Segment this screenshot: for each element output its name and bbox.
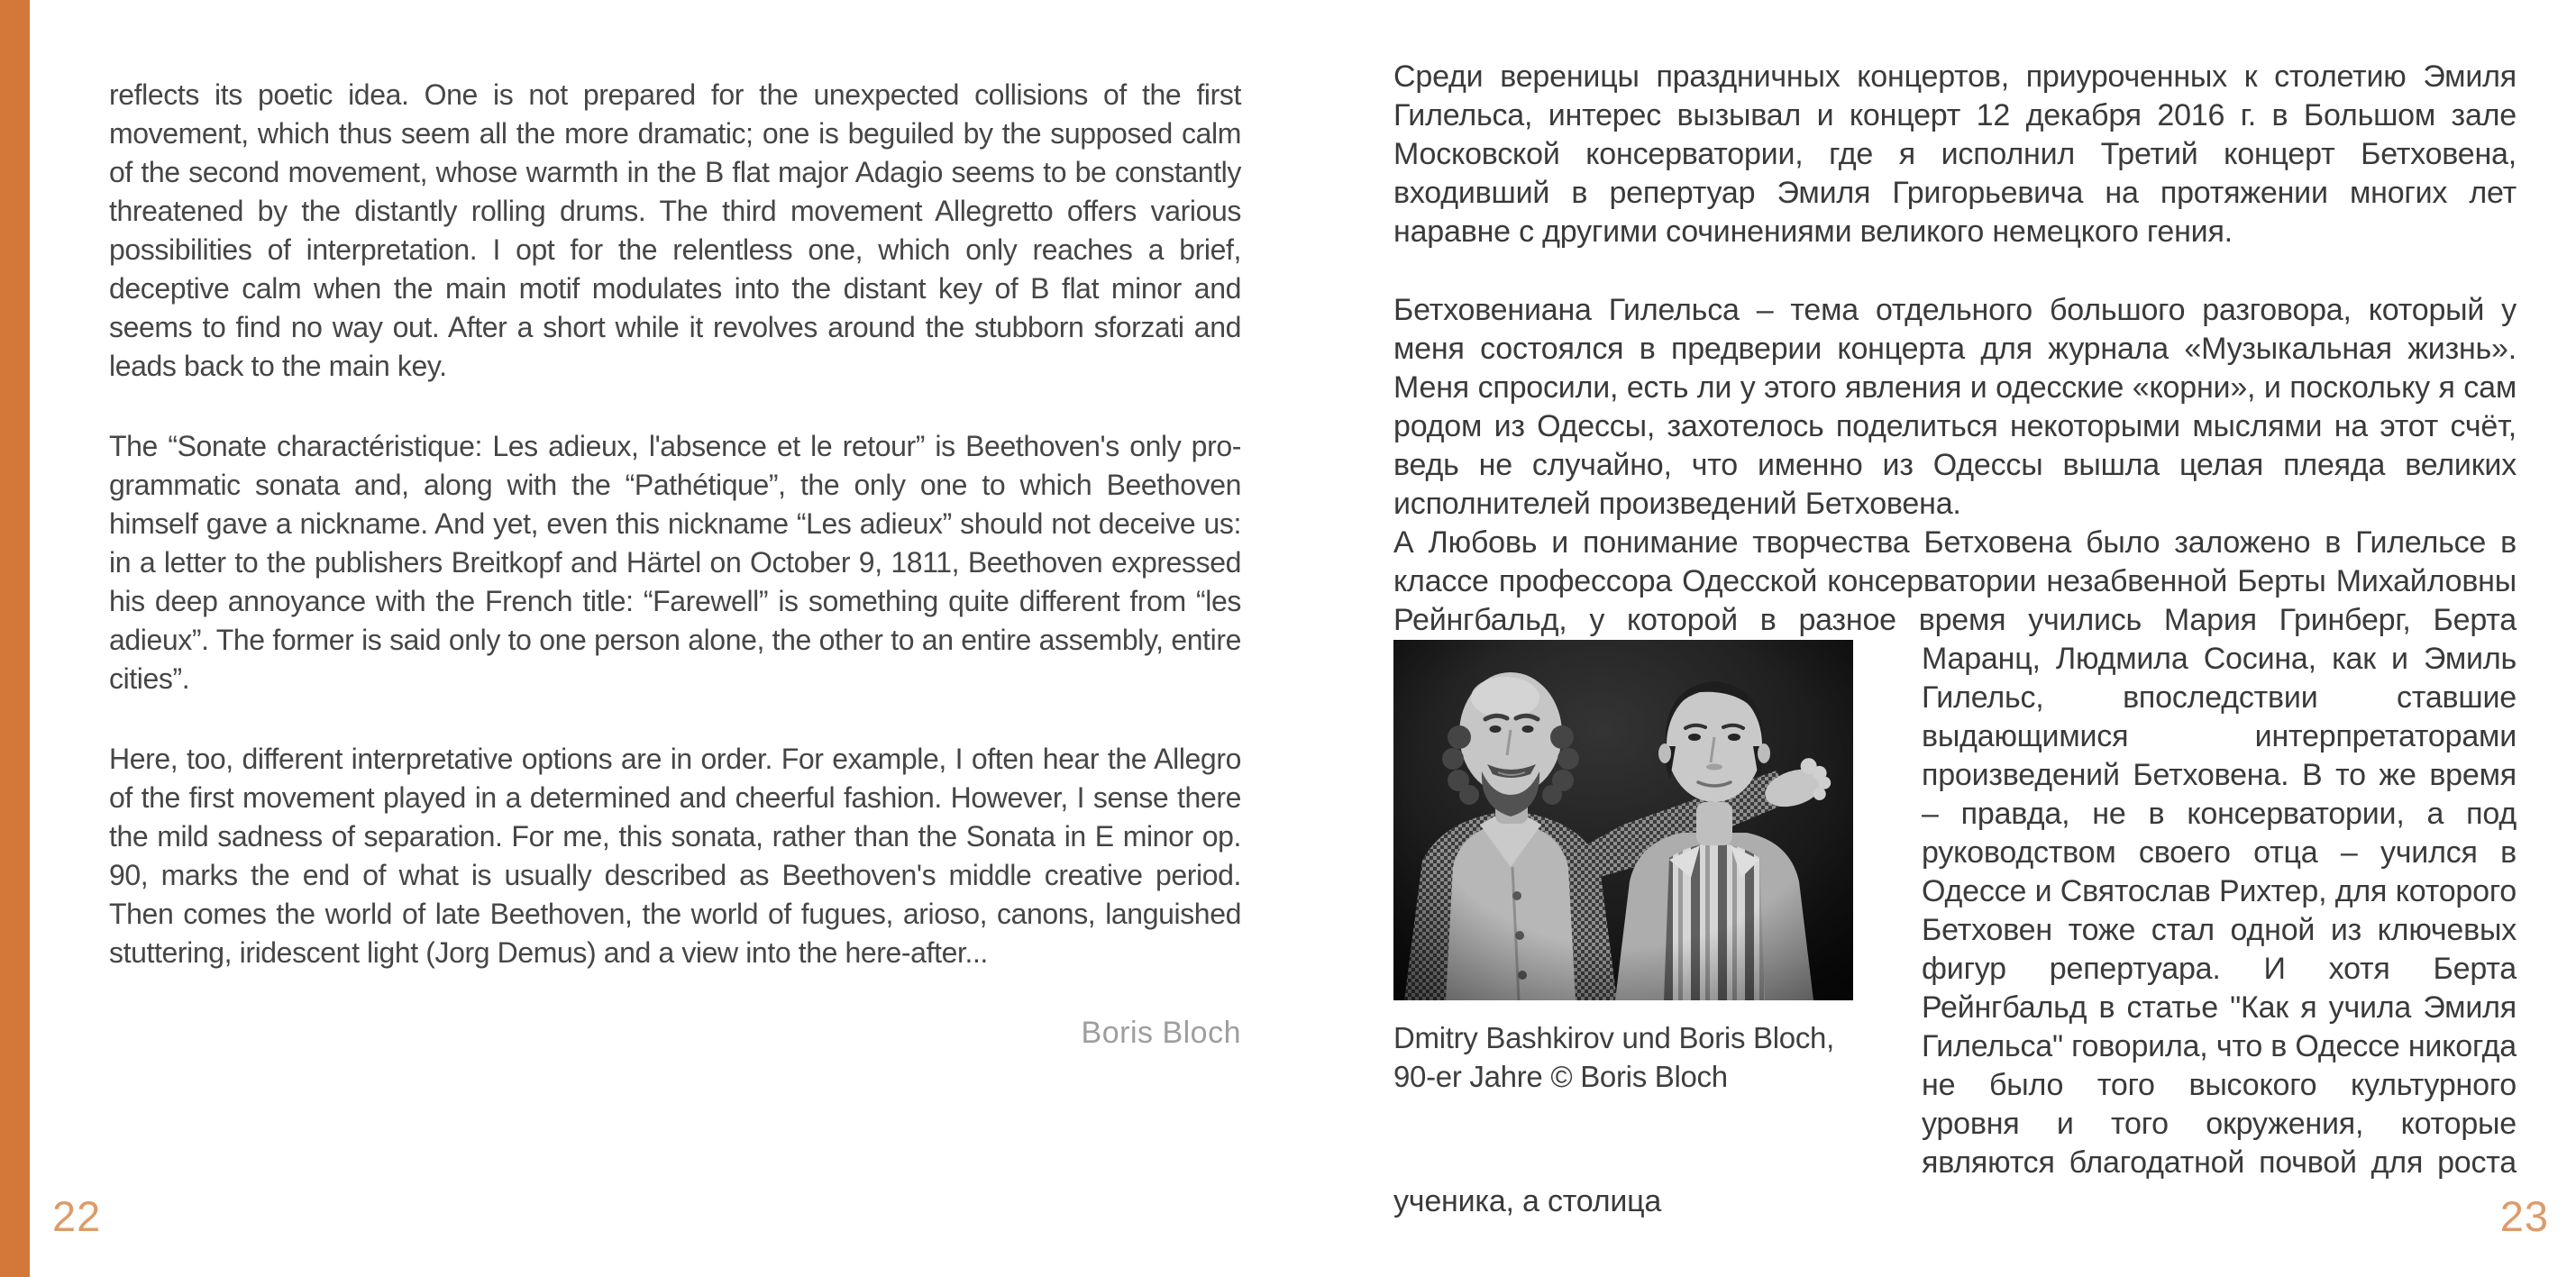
left-page (109, 76, 1241, 1094)
bashkirov-bloch-photo (1393, 640, 1853, 1000)
paragraph: Here, too, different interpretative options are in order. For example, I often hear the Allegro of the first movement played in a determined and cheerful fashion. However, I sense there the mild sadness of separation. For me, this sonata, rather than the Sonata in E minor op. 90, marks the end of what is usually described as Beethoven's middle creative period. Then comes the world of late Beethoven, the world of fugues, arioso, canons, languished stuttering, iridescent light (Jorg Demus) and a view into the here-after... (109, 743, 1241, 969)
photo-wrap-paragraph (1393, 524, 2517, 1221)
caption-line: 90-er Jahre © Boris Bloch (1393, 1060, 1728, 1093)
author-signature: Boris Bloch (1081, 1016, 1241, 1050)
right-page-text-intro (1393, 58, 2517, 524)
paragraph: The “Sonate charactéristique: Les adieux, l'absence et le retour” is Beethoven's only pro-grammatic sonata and, along with the “Pathétique”, the only one to which Beethoven himself gave a nickname. And yet, even this nickname “Les adieux” should not deceive us: in a letter to the publishers Breitkopf and Härtel on October 9, 1811, Beethoven expressed his deep annoyance with the French title: “Farewell” is something quite different from “les adieux”. The former is said only to one person alone, the other to an entire assembly, entire cities”. (109, 430, 1241, 695)
left-page-text (109, 76, 1241, 972)
photo-block (1393, 640, 1922, 1146)
photo-wrap-text: А Любовь и понимание творчества Бетховена было заложено в Гилельсе в классе профессора Одесской консерватории незабвенной Берты Михайловны Рейнгбальд, у которой в разное время учились Мария Гринберг, Берта Маранц, Людмила Сосина, как и Эмиль Гилельс, впоследствии ставшие выдающимися интерпретаторами произведений Бетховена. В то же время – правда, не в консерватории, а под руководством своего отца – учился в Одессе и Святослав Рихтер, для которого Бетховен тоже стал одной из ключевых фигур репертуара. И хотя Берта Рейнгбальд в статье "Как я учила Эмиля Гилельса" говорила, что в Одессе никогда не было того высокого культурного уровня и того окружения, которые являются благодатной почвой для роста ученика, а столица (1393, 525, 2517, 1218)
right-page (1393, 58, 2517, 1221)
paragraph: Среди вереницы праздничных концертов, приуроченных к столетию Эмиля Гилельса, интерес вызывал и концерт 12 декабря 2016 г. в Большом зале Московской консерватории, где я исполнил Третий концерт Бетховена, входивший в репертуар Эмиля Григорьевича на протяжении многих лет наравне с другими сочинениями великого немецкого гения. (1393, 59, 2517, 249)
left-accent-bar (0, 0, 30, 1277)
page-number-left: 22 (52, 1192, 102, 1240)
paragraph: reflects its poetic idea. One is not prepared for the unexpected collisions of the first movement, which thus seem all the more dramatic; one is beguiled by the supposed calm of the second movement, whose warmth in the B flat major Adagio seems to be constantly threatened by the distantly rolling drums. The third movement Allegretto offers various possibilities of interpretation. I opt for the relentless one, which only reaches a brief, deceptive calm when the main motif modulates into the distant key of B flat minor and seems to find no way out. After a short while it revolves around the stubborn sforzati and leads back to the main key. (109, 78, 1241, 382)
page-number-right: 23 (2499, 1192, 2549, 1240)
paragraph: Бетховениана Гилельса – тема отдельного большого разговора, который у меня состоялся в предверии концерта для журнала «Музыкальная жизнь». Меня спросили, есть ли у этого явления и одесские «корни», и поскольку я сам родом из Одессы, захотелось поделиться некоторыми мыслями на этот счёт, ведь не случайно, что именно из Одессы вышла целая плеяда великих исполнителей произведений Бетховена. (1393, 293, 2517, 521)
photo-caption (1393, 1018, 1922, 1096)
caption-line: Dmitry Bashkirov und Boris Bloch, (1393, 1021, 1834, 1054)
